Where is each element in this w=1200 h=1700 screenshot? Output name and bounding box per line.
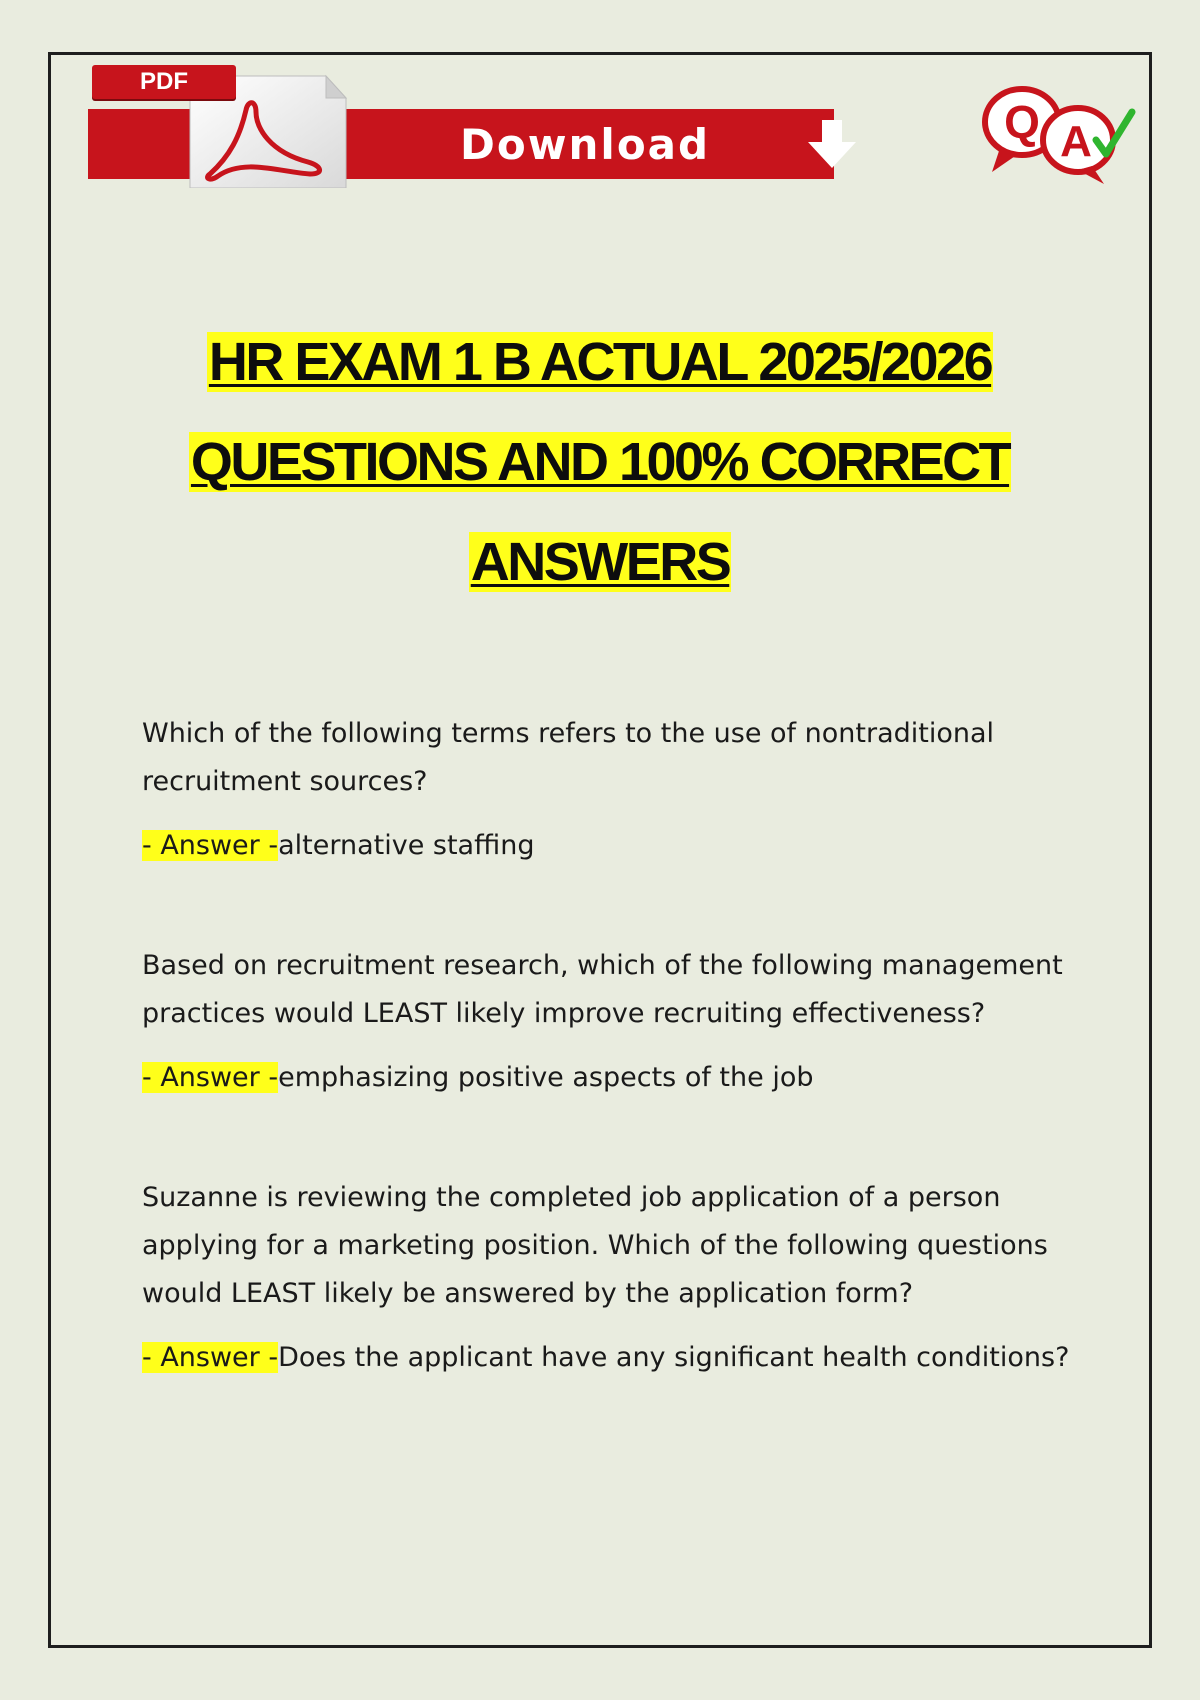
question-text: Suzanne is reviewing the completed job application of a person applying for a marketing position. Which of the following questions would LEAST likely be answered by the application form? bbox=[142, 1182, 1048, 1309]
title-line-3: ANSWERS bbox=[470, 532, 730, 592]
q-letter: Q bbox=[1004, 96, 1040, 148]
answer-line bbox=[142, 1334, 1082, 1382]
answer-line bbox=[142, 1054, 1082, 1102]
question-text: Which of the following terms refers to the use of nontraditional recruitment sources? bbox=[142, 718, 995, 797]
qa-item bbox=[142, 1174, 1082, 1382]
answer-line bbox=[142, 822, 1082, 870]
pdf-label: PDF bbox=[92, 65, 236, 99]
qa-list bbox=[142, 710, 1082, 1454]
a-letter: A bbox=[1060, 117, 1092, 166]
title-line-2: QUESTIONS AND 100% CORRECT bbox=[190, 432, 1010, 492]
answer-text: emphasizing positive aspects of the job bbox=[278, 1062, 814, 1093]
download-arrow-icon bbox=[804, 118, 860, 172]
answer-text: Does the applicant have any significant health conditions? bbox=[278, 1342, 1070, 1373]
answer-prefix: - Answer - bbox=[142, 1342, 279, 1373]
qa-item bbox=[142, 942, 1082, 1102]
answer-prefix: - Answer - bbox=[142, 1062, 279, 1093]
document-title bbox=[60, 312, 1140, 612]
download-banner[interactable] bbox=[88, 64, 836, 188]
question-text: Based on recruitment research, which of the following management practices would LEAST likely improve recruiting effectiveness? bbox=[142, 950, 1063, 1029]
title-line-1: HR EXAM 1 B ACTUAL 2025/2026 bbox=[208, 332, 992, 392]
answer-text: alternative staffing bbox=[278, 830, 535, 861]
qa-item bbox=[142, 710, 1082, 870]
answer-prefix: - Answer - bbox=[142, 830, 279, 861]
qa-logo-icon bbox=[980, 82, 1140, 186]
download-label[interactable]: Download bbox=[460, 119, 711, 169]
